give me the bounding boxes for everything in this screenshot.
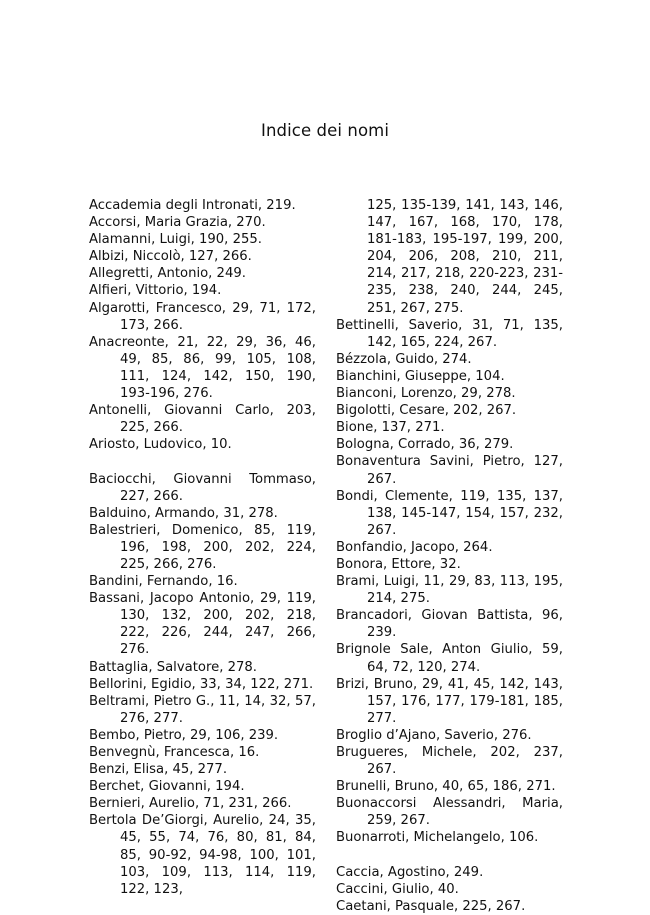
- index-entry: Ariosto, Ludovico, 10.: [89, 437, 232, 453]
- index-entry: Bernieri, Aurelio, 71, 231, 266.: [89, 796, 292, 812]
- index-entry: Beltrami, Pietro G., 11, 14, 32, 57, 276, 277.: [89, 693, 316, 726]
- index-entry: Bettinelli, Saverio, 31, 71, 135, 142, 165, 224, 267.: [336, 317, 563, 350]
- index-entry: Brunelli, Bruno, 40, 65, 186, 271.: [336, 779, 556, 795]
- index-column-right: [336, 197, 563, 915]
- index-entry-continuation: 125, 135-139, 141, 143, 146, 147, 167, 168, 170, 178, 181-183, 195-197, 199, 200, 204, 206, 208, 210, 211, 214, 217, 218, 220-223, 231-235, 238, 240, 244, 245, 251, 267, 275.: [367, 198, 563, 316]
- index-entry: Bondi, Clemente, 119, 135, 137, 138, 145-147, 154, 157, 232, 267.: [336, 488, 563, 538]
- index-column-left: [89, 197, 316, 898]
- index-entry: Bianconi, Lorenzo, 29, 278.: [336, 386, 516, 402]
- index-entry: Broglio d’Ajano, Saverio, 276.: [336, 727, 532, 743]
- index-entry: Battaglia, Salvatore, 278.: [89, 659, 257, 675]
- index-entry: Bione, 137, 271.: [336, 420, 445, 436]
- index-entry: Bonora, Ettore, 32.: [336, 556, 461, 572]
- index-entry: Bertola De’Giorgi, Aurelio, 24, 35, 45, 55, 74, 76, 80, 81, 84, 85, 90-92, 94-98, 100, 101, 103, 109, 113, 114, 119, 122, 123,: [89, 813, 316, 897]
- index-entry: Bonfandio, Jacopo, 264.: [336, 539, 493, 555]
- index-entry: Brami, Luigi, 11, 29, 83, 113, 195, 214, 275.: [336, 574, 563, 607]
- index-entry: Benzi, Elisa, 45, 277.: [89, 762, 228, 778]
- index-entry: Bonaventura Savini, Pietro, 127, 267.: [336, 454, 563, 487]
- index-entry: Algarotti, Francesco, 29, 71, 172, 173, 266.: [89, 300, 316, 333]
- index-entry: Antonelli, Giovanni Carlo, 203, 225, 266.: [89, 403, 316, 436]
- index-entry: Brizi, Bruno, 29, 41, 45, 142, 143, 157, 176, 177, 179-181, 185, 277.: [336, 676, 563, 726]
- index-entry: Caccia, Agostino, 249.: [336, 864, 484, 880]
- section-gap: [89, 453, 316, 470]
- page-title: Indice dei nomi: [260, 121, 389, 140]
- index-entry: Alamanni, Luigi, 190, 255.: [89, 232, 262, 248]
- index-entry: Anacreonte, 21, 22, 29, 36, 46, 49, 85, 86, 99, 105, 108, 111, 124, 142, 150, 190, 193-196, 276.: [89, 334, 316, 402]
- index-entry: Accorsi, Maria Grazia, 270.: [89, 215, 266, 231]
- index-entry: Brugueres, Michele, 202, 237, 267.: [336, 745, 563, 778]
- index-entry: Accademia degli Intronati, 219.: [89, 198, 296, 213]
- index-entry: Balestrieri, Domenico, 85, 119, 196, 198, 200, 202, 224, 225, 266, 276.: [89, 522, 316, 572]
- index-entry: Alfieri, Vittorio, 194.: [89, 283, 222, 299]
- index-entry: Berchet, Giovanni, 194.: [89, 779, 245, 795]
- section-gap: [336, 847, 563, 864]
- index-entry: Bellorini, Egidio, 33, 34, 122, 271.: [89, 676, 314, 692]
- index-entry: Bézzola, Guido, 274.: [336, 351, 472, 367]
- index-entry: Buonarroti, Michelangelo, 106.: [336, 830, 539, 846]
- index-entry: Albizi, Niccolò, 127, 266.: [89, 249, 252, 265]
- index-entry: Bandini, Fernando, 16.: [89, 574, 238, 590]
- index-entry: Bologna, Corrado, 36, 279.: [336, 437, 514, 453]
- index-entry: Allegretti, Antonio, 249.: [89, 266, 246, 282]
- index-entry: Bembo, Pietro, 29, 106, 239.: [89, 727, 279, 743]
- index-entry: Buonaccorsi Alessandri, Maria, 259, 267.: [336, 796, 563, 829]
- index-entry: Caccini, Giulio, 40.: [336, 881, 459, 897]
- index-entry: Brancadori, Giovan Battista, 96, 239.: [336, 608, 563, 641]
- index-entry: Baciocchi, Giovanni Tommaso, 227, 266.: [89, 471, 316, 504]
- index-entry: Benvegnù, Francesca, 16.: [89, 745, 260, 760]
- index-entry: Bassani, Jacopo Antonio, 29, 119, 130, 132, 200, 202, 218, 222, 226, 244, 247, 266, 276.: [89, 591, 316, 658]
- index-entry: Bianchini, Giuseppe, 104.: [336, 368, 505, 384]
- index-entry: Balduino, Armando, 31, 278.: [89, 505, 278, 521]
- index-entry: Brignole Sale, Anton Giulio, 59, 64, 72, 120, 274.: [336, 642, 563, 675]
- index-entry: Caetani, Pasquale, 225, 267.: [336, 898, 526, 914]
- index-entry: Bigolotti, Cesare, 202, 267.: [336, 403, 517, 419]
